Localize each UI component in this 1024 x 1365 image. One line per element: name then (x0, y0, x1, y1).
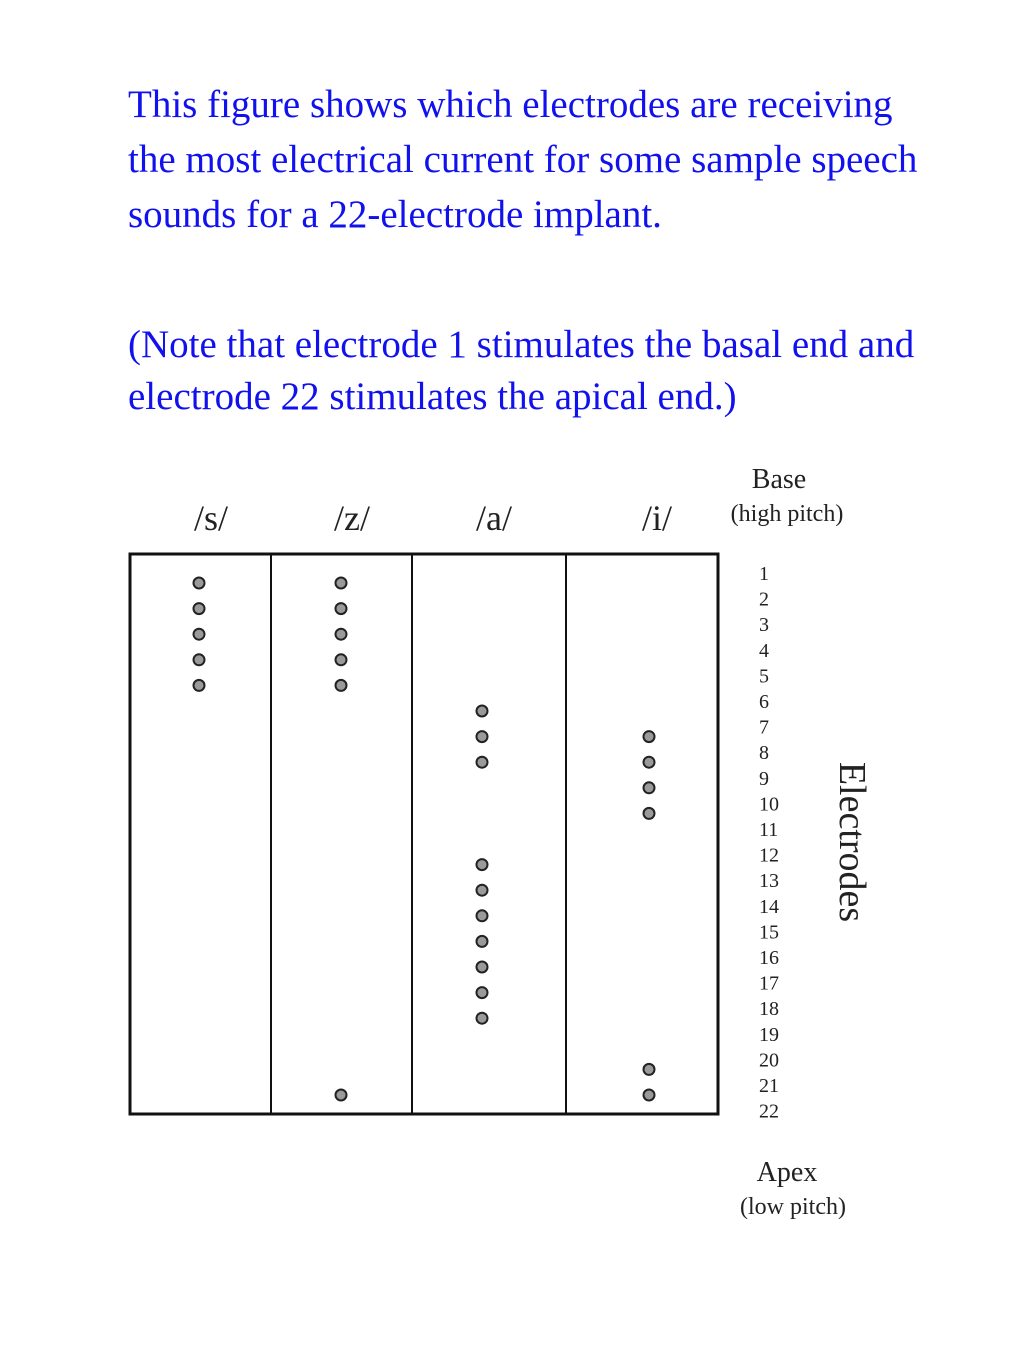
electrode-dot (336, 629, 347, 640)
electrode-dot (477, 706, 488, 717)
electrode-number: 18 (759, 998, 779, 1021)
electrode-dot (644, 782, 655, 793)
electrode-dot (477, 731, 488, 742)
electrode-number: 19 (759, 1023, 779, 1046)
electrode-dot (194, 654, 205, 665)
column-label: /a/ (476, 498, 512, 538)
electrode-dot (194, 603, 205, 614)
electrode-number: 4 (759, 639, 769, 662)
electrode-dot (644, 757, 655, 768)
electrode-dot (477, 910, 488, 921)
electrode-dot (194, 578, 205, 589)
electrode-number: 8 (759, 742, 769, 765)
electrode-dot (336, 603, 347, 614)
electrode-dot (477, 1013, 488, 1024)
electrode-number: 21 (759, 1075, 779, 1097)
column-label: /i/ (641, 498, 673, 538)
electrode-number: 14 (759, 895, 779, 918)
electrode-number: 6 (759, 691, 769, 713)
electrode-dot (477, 885, 488, 896)
axis-label-electrodes: Electrodes (831, 761, 873, 923)
electrode-number: 11 (759, 819, 779, 841)
column-labels (194, 498, 672, 538)
electrode-dot (477, 859, 488, 870)
base-sublabel: (high pitch) (730, 501, 844, 527)
electrode-numbers (759, 563, 779, 1123)
apex-sublabel: (low pitch) (740, 1194, 846, 1220)
electrode-number: 12 (759, 844, 779, 867)
electrode-dot (194, 680, 205, 691)
electrode-dot (477, 936, 488, 947)
electrode-number: 5 (759, 665, 769, 688)
electrode-number: 3 (759, 614, 769, 637)
electrode-dot (477, 987, 488, 998)
caption-main: This figure shows which electrodes are receiving the most electrical current for some sample speech sounds for a 22-electrode implant. (128, 83, 918, 236)
grid-frame (130, 554, 718, 1114)
electrode-dot (477, 962, 488, 973)
electrode-number: 20 (759, 1049, 779, 1072)
electrode-dot (336, 654, 347, 665)
electrode-number: 7 (759, 716, 769, 739)
electrode-dot (644, 731, 655, 742)
electrode-dot (336, 680, 347, 691)
electrode-dots (194, 578, 655, 1101)
electrode-dot (644, 1090, 655, 1101)
electrode-number: 16 (759, 947, 779, 969)
electrode-number: 15 (759, 921, 779, 944)
electrode-number: 17 (759, 972, 779, 995)
column-label: /z/ (334, 498, 370, 538)
electrode-number: 1 (759, 563, 769, 585)
electrode-dot (336, 578, 347, 589)
electrode-number: 9 (759, 767, 769, 790)
base-label: Base (751, 464, 807, 495)
electrode-number: 22 (759, 1100, 779, 1123)
electrode-dot (644, 1064, 655, 1075)
electrode-dot (194, 629, 205, 640)
caption-note: (Note that electrode 1 stimulates the basal end and electrode 22 stimulates the apical end.) (128, 323, 915, 418)
electrode-dot (644, 808, 655, 819)
electrode-number: 10 (759, 793, 779, 816)
column-label: /s/ (193, 498, 229, 538)
electrode-dot (477, 757, 488, 768)
electrode-dot (336, 1090, 347, 1101)
electrode-number: 2 (759, 588, 769, 611)
electrode-grid (130, 554, 718, 1114)
electrode-number: 13 (759, 870, 779, 893)
apex-label: Apex (756, 1157, 818, 1188)
